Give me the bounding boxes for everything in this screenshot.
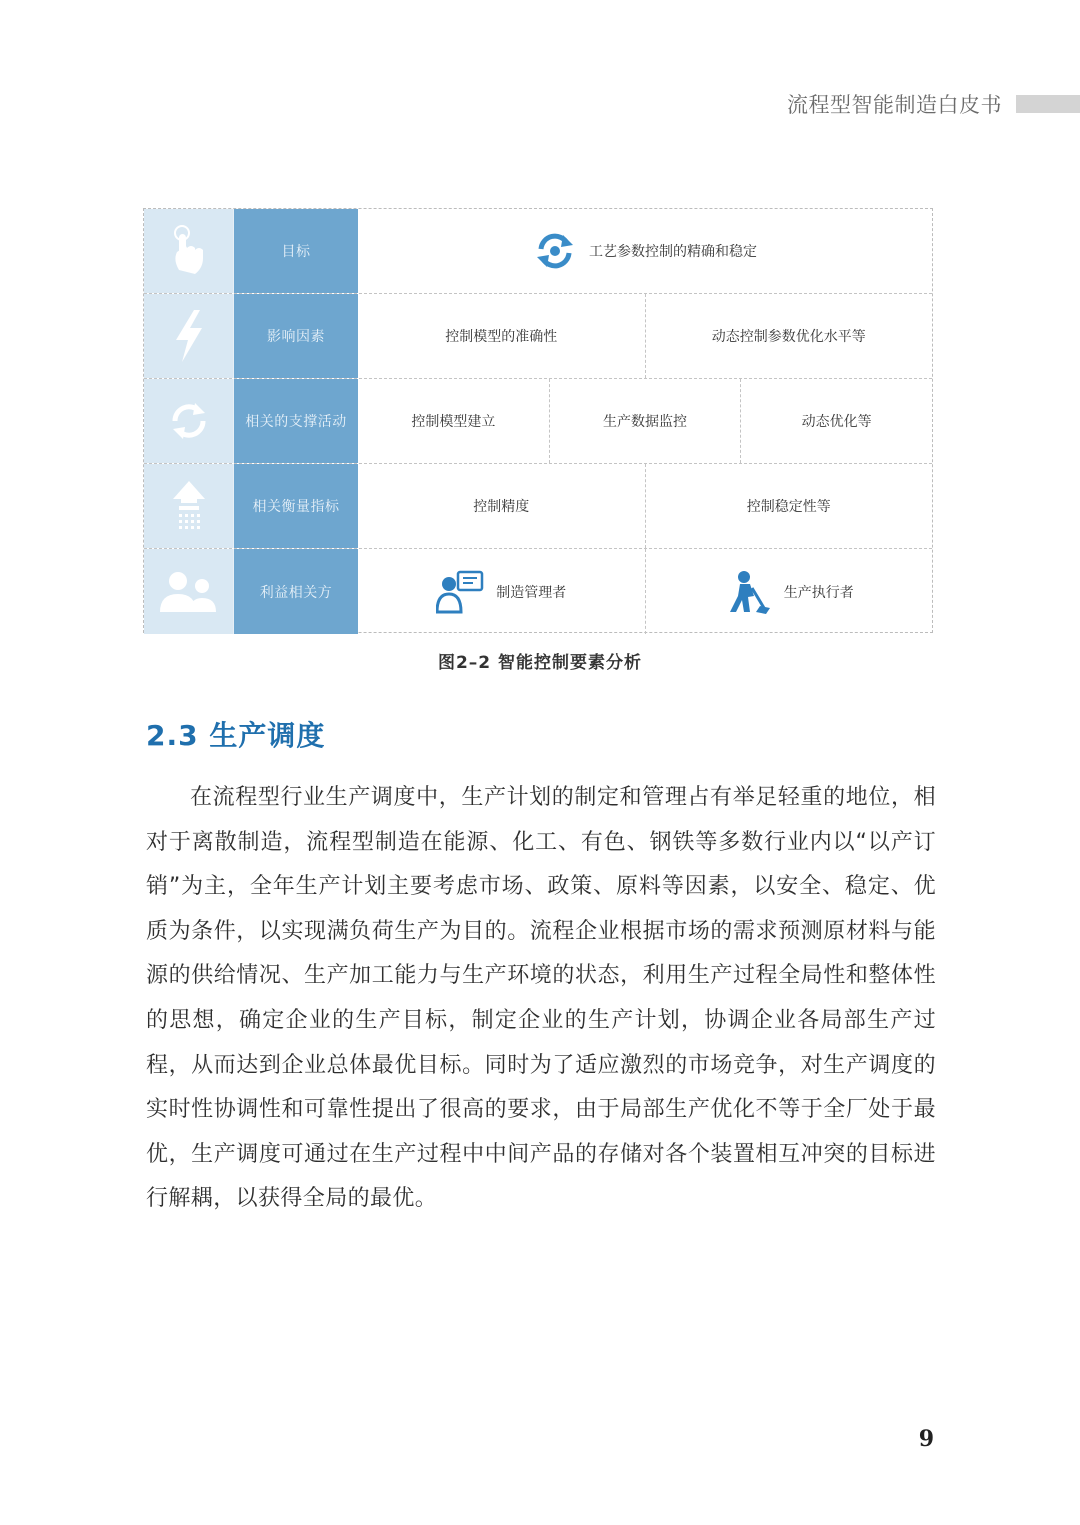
- manager-icon: [436, 570, 484, 614]
- metric-cell-1: 控制精度: [358, 464, 646, 548]
- activity-cell-3: 动态优化等: [801, 414, 872, 430]
- header-bar: [1016, 95, 1080, 113]
- stakeholder-manager-text: 制造管理者: [496, 584, 567, 601]
- figure-caption: 图2–2 智能控制要素分析: [437, 653, 643, 673]
- worker-icon: [724, 570, 772, 614]
- stakeholder-manager-cell: [358, 549, 646, 634]
- goal-cell: [358, 209, 932, 293]
- refresh-icon: [167, 399, 211, 443]
- factor-cell-1: 控制模型的准确性: [358, 294, 646, 378]
- stakeholder-worker-text: 生产执行者: [783, 584, 854, 601]
- goal-text: 工艺参数控制的精确和稳定: [589, 244, 757, 260]
- activity-cell-1: 控制模型建立: [358, 379, 550, 463]
- diagram-row-activities: [144, 379, 932, 464]
- hand-pointer-icon: [169, 224, 209, 278]
- factor-cell-2: 动态控制参数优化水平等: [711, 329, 866, 345]
- section-heading: 2.3 生产调度: [146, 719, 326, 752]
- body-paragraph: 在流程型行业生产调度中，生产计划的制定和管理占有举足轻重的地位，相对于离散制造，流程型制造在能源、化工、有色、钢铁等多数行业内以“以产订销”为主，全年生产计划主要考虑市场、政策、原料等因素，以安全、稳定、优质为条件，以实现满负荷生产为目的。流程企业根据市场的需求预测原材料与能源的供给情况、生产加工能力与生产环境的状态，利用生产过程全局性和整体性的思想，确定企业的生产目标，制定企业的生产计划，协调企业各局部生产过程，从而达到企业总体最优目标。同时为了适应激烈的市场竞争，对生产调度的实时性协调性和可靠性提出了很高的要求，由于局部生产优化不等于全厂处于最优，生产调度可通过在生产过程中中间产品的存储对各个装置相互冲突的目标进行解耦，以获得全局的最优。: [146, 785, 936, 1212]
- running-title: 流程型智能制造白皮书: [787, 93, 1002, 117]
- row-label-metrics: 相关衡量指标: [234, 464, 358, 548]
- people-icon: [158, 570, 220, 614]
- measure-icon: [169, 479, 209, 533]
- diagram-row-factors: [144, 294, 932, 379]
- page-number: 9: [918, 1426, 934, 1452]
- lightning-icon: [172, 310, 206, 362]
- row-label-stakeholders: 利益相关方: [234, 549, 358, 634]
- diagram-row-metrics: [144, 464, 932, 549]
- stakeholder-worker-cell: [646, 549, 933, 634]
- row-label-activities: 相关的支撑活动: [234, 379, 358, 463]
- running-header: [787, 88, 1080, 120]
- row-label-factors: 影响因素: [234, 294, 358, 378]
- row-label-goal: 目标: [234, 209, 358, 293]
- diagram-row-goal: [144, 209, 932, 294]
- metric-cell-2: 控制稳定性等: [746, 499, 831, 515]
- sync-icon: [533, 229, 577, 273]
- activity-cell-2: 生产数据监控: [550, 379, 742, 463]
- control-elements-diagram: [143, 208, 933, 633]
- diagram-row-stakeholders: [144, 549, 932, 634]
